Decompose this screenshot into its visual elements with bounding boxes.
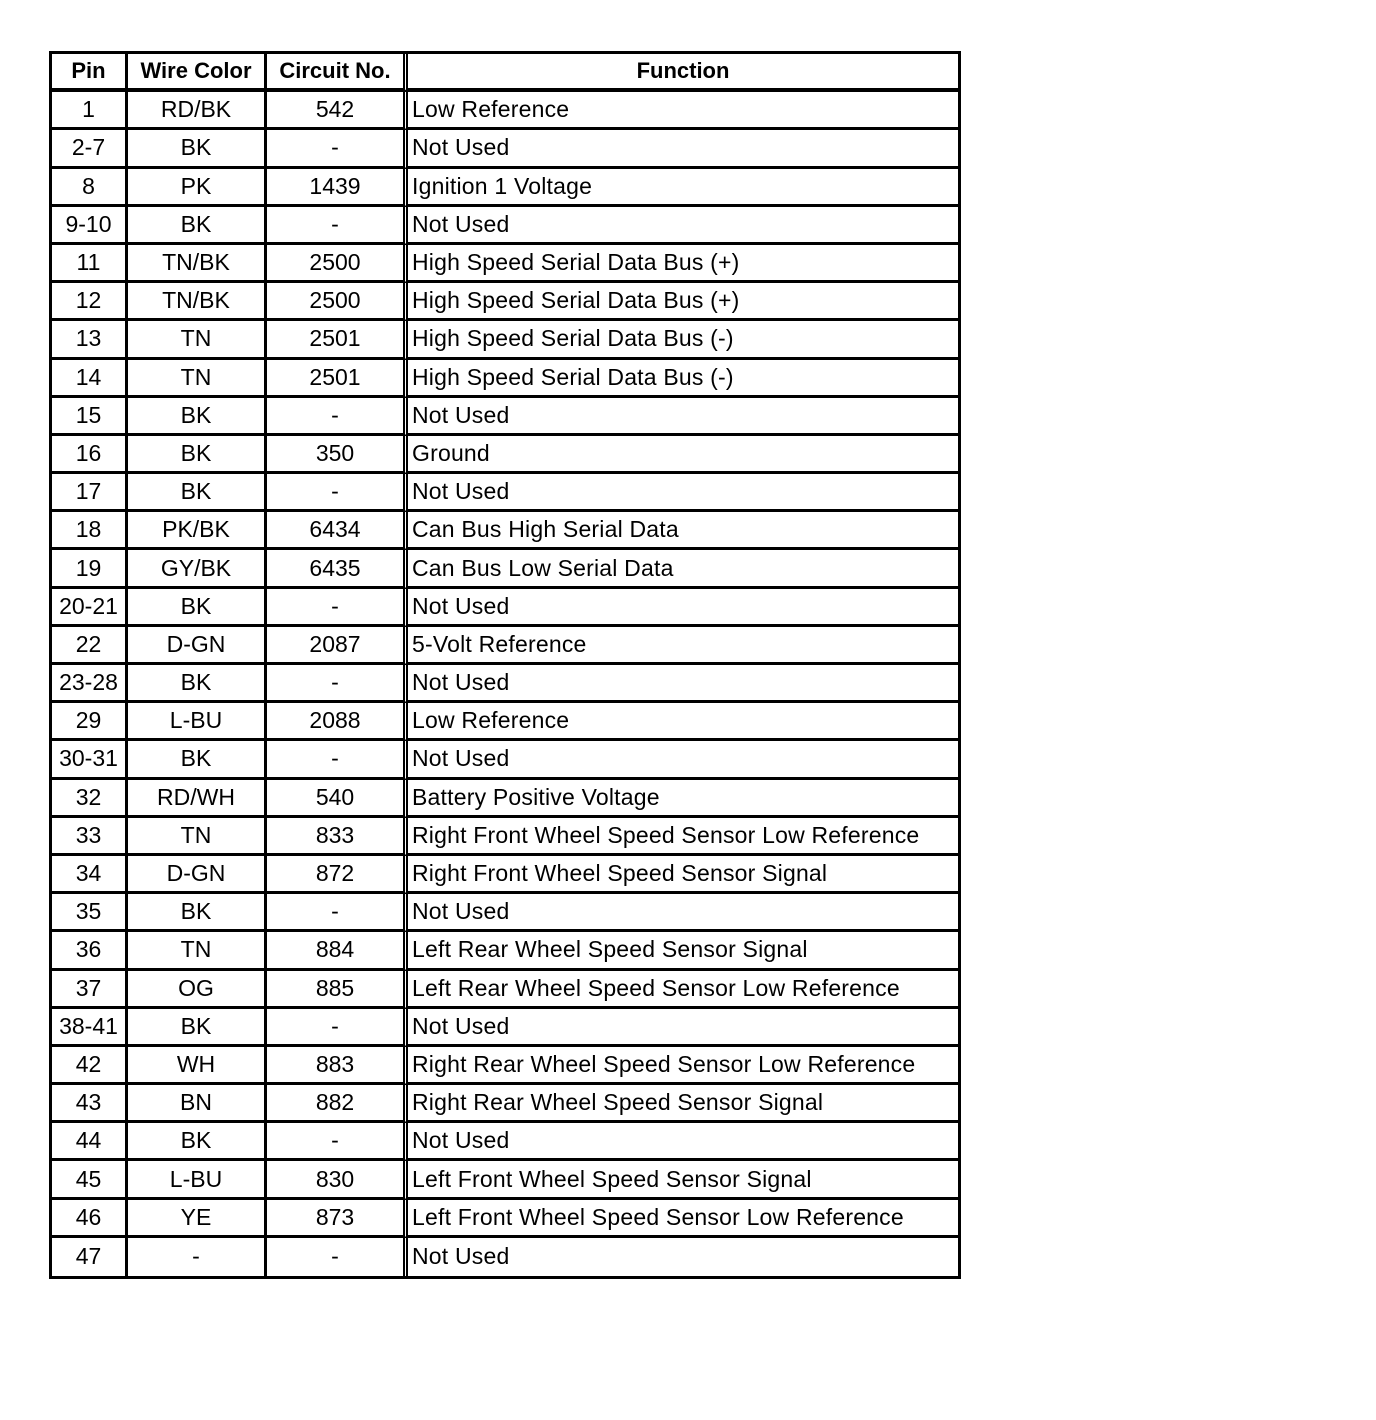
header-wire-color: Wire Color <box>128 54 267 92</box>
cell-function: Ignition 1 Voltage <box>408 169 958 207</box>
cell-pin: 44 <box>52 1123 128 1161</box>
cell-wire-color: PK <box>128 169 267 207</box>
cell-circuit-no: 885 <box>267 971 408 1009</box>
cell-circuit-no: - <box>267 474 408 512</box>
cell-wire-color: BN <box>128 1085 267 1123</box>
cell-wire-color: RD/BK <box>128 92 267 130</box>
table-row <box>52 1238 958 1276</box>
cell-pin: 37 <box>52 971 128 1009</box>
cell-pin: 42 <box>52 1047 128 1085</box>
cell-circuit-no: - <box>267 207 408 245</box>
cell-pin: 8 <box>52 169 128 207</box>
cell-circuit-no: 1439 <box>267 169 408 207</box>
table-row <box>52 1123 958 1161</box>
cell-function: Not Used <box>408 130 958 168</box>
cell-wire-color: BK <box>128 474 267 512</box>
cell-pin: 36 <box>52 932 128 970</box>
table-row <box>52 321 958 359</box>
cell-wire-color: BK <box>128 398 267 436</box>
cell-function: Left Front Wheel Speed Sensor Signal <box>408 1161 958 1199</box>
cell-pin: 19 <box>52 550 128 588</box>
cell-function: Not Used <box>408 1123 958 1161</box>
cell-circuit-no: 2087 <box>267 627 408 665</box>
cell-function: Not Used <box>408 665 958 703</box>
cell-pin: 29 <box>52 703 128 741</box>
table-row <box>52 589 958 627</box>
cell-wire-color: BK <box>128 436 267 474</box>
cell-wire-color: TN <box>128 360 267 398</box>
cell-wire-color: D-GN <box>128 627 267 665</box>
cell-function: Not Used <box>412 1243 510 1270</box>
cell-pin: 32 <box>52 780 128 818</box>
cell-wire-color: GY/BK <box>128 550 267 588</box>
table-row <box>52 360 958 398</box>
table-row <box>52 1047 958 1085</box>
cell-pin: 47 <box>52 1238 128 1276</box>
cell-circuit-no: 2500 <box>267 283 408 321</box>
header-circuit-no: Circuit No. <box>267 54 408 92</box>
cell-wire-color: TN/BK <box>128 245 267 283</box>
cell-function: Right Front Wheel Speed Sensor Low Reference <box>408 818 958 856</box>
header-pin: Pin <box>52 54 128 92</box>
cell-function: High Speed Serial Data Bus (-) <box>408 360 958 398</box>
cell-function: Low Reference <box>408 703 958 741</box>
cell-circuit-no: - <box>267 894 408 932</box>
table-row <box>52 1085 958 1123</box>
cell-function: High Speed Serial Data Bus (+) <box>408 245 958 283</box>
cell-function: Ground <box>408 436 958 474</box>
cell-pin: 2-7 <box>52 130 128 168</box>
cell-function: Not Used <box>408 894 958 932</box>
cell-function: Low Reference <box>408 92 958 130</box>
cell-function: Left Rear Wheel Speed Sensor Low Reference <box>408 971 958 1009</box>
table-row <box>52 512 958 550</box>
cell-wire-color: BK <box>128 207 267 245</box>
cell-pin: 16 <box>52 436 128 474</box>
cell-pin: 46 <box>52 1200 128 1238</box>
cell-circuit-no: 2501 <box>267 321 408 359</box>
table-row <box>52 436 958 474</box>
cell-function: 5-Volt Reference <box>408 627 958 665</box>
header-function: Function <box>408 54 958 92</box>
table-row <box>52 398 958 436</box>
cell-circuit-no: 873 <box>267 1200 408 1238</box>
cell-pin: 43 <box>52 1085 128 1123</box>
table-row <box>52 780 958 818</box>
header-row <box>52 54 958 92</box>
cell-pin: 1 <box>52 92 128 130</box>
cell-circuit-no: - <box>267 741 408 779</box>
table-row <box>52 627 958 665</box>
table-row <box>52 169 958 207</box>
table-row <box>52 818 958 856</box>
cell-function: Right Rear Wheel Speed Sensor Signal <box>408 1085 958 1123</box>
cell-wire-color: OG <box>128 971 267 1009</box>
table-row <box>52 971 958 1009</box>
cell-pin: 14 <box>52 360 128 398</box>
cell-wire-color: RD/WH <box>128 780 267 818</box>
cell-circuit-no: - <box>267 130 408 168</box>
cell-circuit-no: 883 <box>267 1047 408 1085</box>
cell-circuit-no: 2501 <box>267 360 408 398</box>
cell-wire-color: PK/BK <box>128 512 267 550</box>
cell-wire-color: BK <box>128 894 267 932</box>
cell-circuit-no: 540 <box>267 780 408 818</box>
cell-wire-color: TN <box>128 321 267 359</box>
cell-pin: 38-41 <box>52 1009 128 1047</box>
cell-pin: 13 <box>52 321 128 359</box>
cell-circuit-no: 833 <box>267 818 408 856</box>
table-row <box>52 130 958 168</box>
cell-function: Not Used <box>408 741 958 779</box>
cell-pin: 9-10 <box>52 207 128 245</box>
cell-function: Left Front Wheel Speed Sensor Low Reference <box>408 1200 958 1238</box>
cell-pin: 12 <box>52 283 128 321</box>
cell-circuit-no: 830 <box>267 1161 408 1199</box>
cell-circuit-no: 6435 <box>267 550 408 588</box>
cell-circuit-no: 350 <box>267 436 408 474</box>
cell-pin: 17 <box>52 474 128 512</box>
cell-function: High Speed Serial Data Bus (-) <box>408 321 958 359</box>
table-row <box>52 741 958 779</box>
cell-circuit-no: 6434 <box>267 512 408 550</box>
table-row <box>52 283 958 321</box>
cell-function: Not Used <box>408 398 958 436</box>
cell-wire-color: YE <box>128 1200 267 1238</box>
cell-function: Right Front Wheel Speed Sensor Signal <box>408 856 958 894</box>
table-row <box>52 856 958 894</box>
cell-wire-color: BK <box>128 741 267 779</box>
table-row <box>52 207 958 245</box>
table-row <box>52 92 958 130</box>
cell-function: Battery Positive Voltage <box>408 780 958 818</box>
table-row <box>52 1009 958 1047</box>
cell-function: Not Used <box>408 589 958 627</box>
cell-pin: 23-28 <box>52 665 128 703</box>
cell-wire-color: L-BU <box>128 1161 267 1199</box>
cell-wire-color: TN <box>128 932 267 970</box>
cell-circuit-no: - <box>267 665 408 703</box>
cell-function: Not Used <box>408 474 958 512</box>
table-row <box>52 932 958 970</box>
cell-circuit-no: 884 <box>267 932 408 970</box>
cell-circuit-no: - <box>267 398 408 436</box>
cell-pin: 30-31 <box>52 741 128 779</box>
table-row <box>52 703 958 741</box>
cell-wire-color: BK <box>128 1123 267 1161</box>
cell-circuit-no: 882 <box>267 1085 408 1123</box>
cell-function: High Speed Serial Data Bus (+) <box>408 283 958 321</box>
cell-pin: 22 <box>52 627 128 665</box>
table-row <box>52 1161 958 1199</box>
cell-circuit-no: - <box>267 1123 408 1161</box>
cell-pin: 11 <box>52 245 128 283</box>
cell-pin: 15 <box>52 398 128 436</box>
table-row <box>52 245 958 283</box>
cell-wire-color: BK <box>128 589 267 627</box>
table-row <box>52 894 958 932</box>
table-row <box>52 550 958 588</box>
cell-circuit-no: - <box>267 1009 408 1047</box>
cell-circuit-no: 872 <box>267 856 408 894</box>
cell-pin: 34 <box>52 856 128 894</box>
cell-circuit-no: 2500 <box>267 245 408 283</box>
cell-circuit-no: - <box>267 589 408 627</box>
cell-circuit-no: 2088 <box>267 703 408 741</box>
table-row <box>52 1200 958 1238</box>
cell-function: Can Bus Low Serial Data <box>408 550 958 588</box>
cell-function: Not Used <box>408 207 958 245</box>
cell-wire-color: - <box>128 1238 267 1276</box>
cell-pin: 18 <box>52 512 128 550</box>
cell-function: Can Bus High Serial Data <box>408 512 958 550</box>
cell-wire-color: TN <box>128 818 267 856</box>
cell-circuit-no: 542 <box>267 92 408 130</box>
cell-pin: 35 <box>52 894 128 932</box>
cell-function: Left Rear Wheel Speed Sensor Signal <box>408 932 958 970</box>
cell-wire-color: TN/BK <box>128 283 267 321</box>
cell-function: Right Rear Wheel Speed Sensor Low Reference <box>408 1047 958 1085</box>
cell-wire-color: BK <box>128 665 267 703</box>
connector-pinout-table <box>49 51 961 1279</box>
cell-pin: 20-21 <box>52 589 128 627</box>
cell-wire-color: BK <box>128 1009 267 1047</box>
table-body <box>52 92 958 1276</box>
cell-pin: 45 <box>52 1161 128 1199</box>
cell-function: Not Used <box>408 1009 958 1047</box>
table-row <box>52 665 958 703</box>
table-row <box>52 474 958 512</box>
cell-wire-color: L-BU <box>128 703 267 741</box>
cell-pin: 33 <box>52 818 128 856</box>
cell-wire-color: BK <box>128 130 267 168</box>
cell-wire-color: WH <box>128 1047 267 1085</box>
cell-wire-color: D-GN <box>128 856 267 894</box>
cell-circuit-no: - <box>267 1238 408 1276</box>
